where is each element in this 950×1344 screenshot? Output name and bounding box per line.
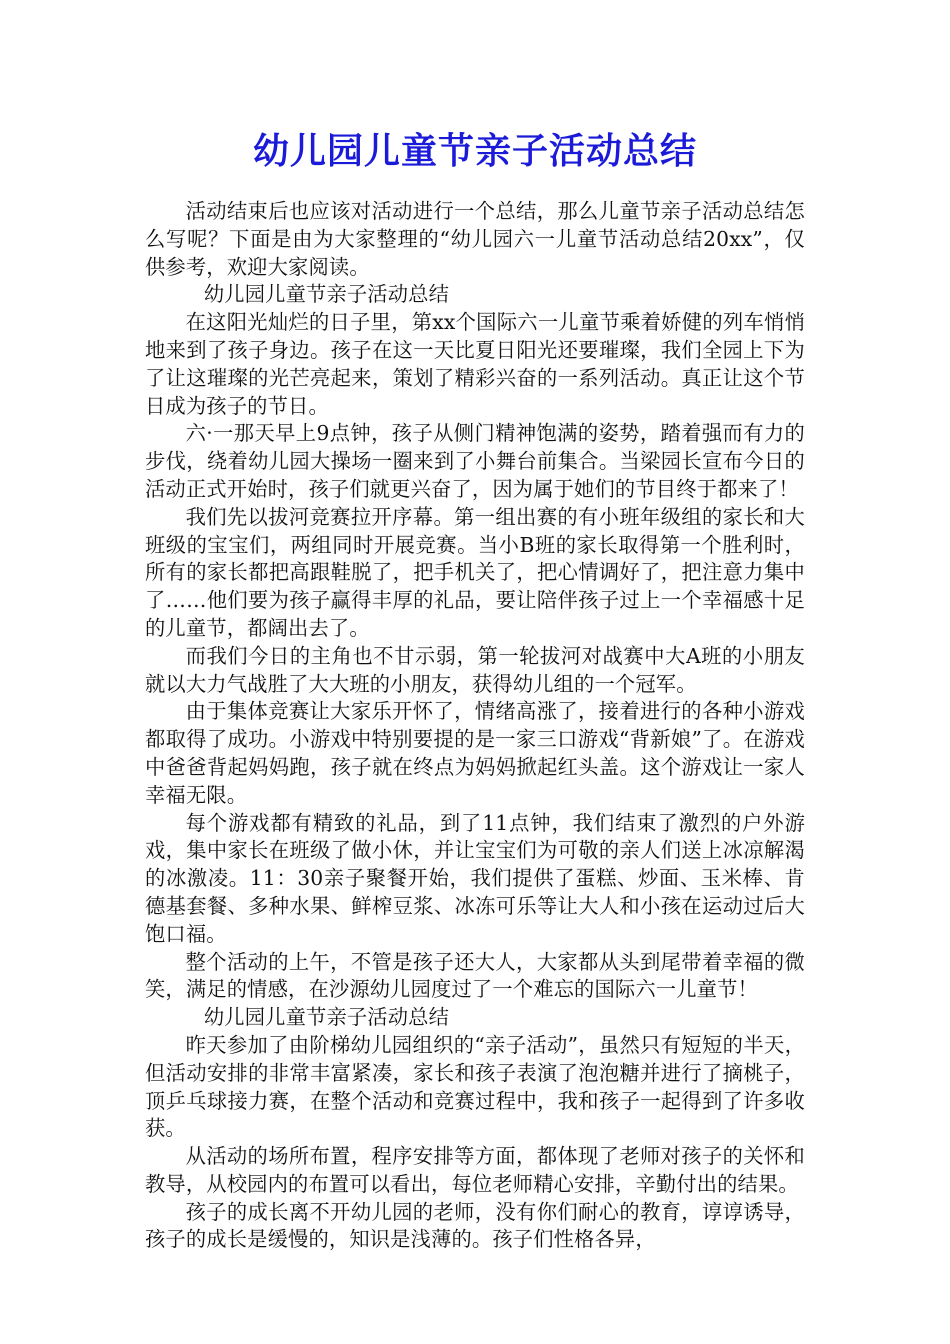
body-paragraph: 每个游戏都有精致的礼品，到了11点钟，我们结束了激烈的户外游戏，集中家长在班级了做小休，并让宝宝们为可敬的亲人们送上冰凉解渴的冰激凌。11：30亲子聚餐开始，我们提供了蛋糕、炒面、玉米棒、肯德基套餐、多种水果、鲜榨豆浆、冰冻可乐等让大人和小孩在运动过后大饱口福。 xyxy=(145,810,805,946)
body-paragraph: 由于集体竞赛让大家乐开怀了，情绪高涨了，接着进行的各种小游戏都取得了成功。小游戏中特别要提的是一家三口游戏“背新娘”了。在游戏中爸爸背起妈妈跑，孩子就在终点为妈妈掀起红头盖。这个游戏让一家人幸福无限。 xyxy=(145,699,805,807)
section-heading: 幼儿园儿童节亲子活动总结 xyxy=(203,1005,450,1030)
body-paragraph: 从活动的场所布置，程序安排等方面，都体现了老师对孩子的关怀和教导，从校园内的布置可以看出，每位老师精心安排，辛勤付出的结果。 xyxy=(145,1144,805,1196)
body-paragraph: 六·一那天早上9点钟，孩子从侧门精神饱满的姿势，踏着强而有力的步伐，绕着幼儿园大操场一圈来到了小舞台前集合。当梁园长宣布今日的活动正式开始时，孩子们就更兴奋了，因为属于她们的节目终于都来了！ xyxy=(145,421,805,501)
body-paragraph: 我们先以拔河竞赛拉开序幕。第一组出赛的有小班年级组的家长和大班级的宝宝们，两组同时开展竞赛。当小B班的家长取得第一个胜利时，所有的家长都把高跟鞋脱了，把手机关了，把心情调好了，把注意力集中了……他们要为孩子赢得丰厚的礼品，要让陪伴孩子过上一个幸福感十足的儿童节，都阔出去了。 xyxy=(145,504,805,640)
body-paragraph: 昨天参加了由阶梯幼儿园组织的“亲子活动”，虽然只有短短的半天，但活动安排的非常丰富紧凑，家长和孩子表演了泡泡糖并进行了摘桃子，顶乒乓球接力赛，在整个活动和竞赛过程中，我和孩子一起得到了许多收获。 xyxy=(145,1032,805,1141)
section-heading: 幼儿园儿童节亲子活动总结 xyxy=(203,282,450,307)
intro-paragraph: 活动结束后也应该对活动进行一个总结，那么儿童节亲子活动总结怎么写呢？下面是由为大家整理的“幼儿园六一儿童节活动总结20xx”，仅供参考，欢迎大家阅读。 xyxy=(145,199,805,279)
document-title: 幼儿园儿童节亲子活动总结 xyxy=(252,131,697,172)
body-paragraph: 而我们今日的主角也不甘示弱，第一轮拔河对战赛中大A班的小朋友就以大力气战胜了大大班的小朋友，获得幼儿组的一个冠军。 xyxy=(145,643,805,696)
body-paragraph: 整个活动的上午，不管是孩子还大人，大家都从头到尾带着幸福的微笑，满足的情感，在沙源幼儿园度过了一个难忘的国际六一儿童节！ xyxy=(145,949,805,1002)
body-paragraph: 孩子的成长离不开幼儿园的老师，没有你们耐心的教育，谆谆诱导，孩子的成长是缓慢的，知识是浅薄的。孩子们性格各异， xyxy=(145,1199,805,1252)
body-paragraph: 在这阳光灿烂的日子里，第xx个国际六一儿童节乘着娇健的列车悄悄地来到了孩子身边。孩子在这一天比夏日阳光还要璀璨，我们全园上下为了让这璀璨的光芒亮起来，策划了精彩兴奋的一系列活动。真正让这个节日成为孩子的节日。 xyxy=(145,310,805,418)
document-body xyxy=(145,198,805,1254)
